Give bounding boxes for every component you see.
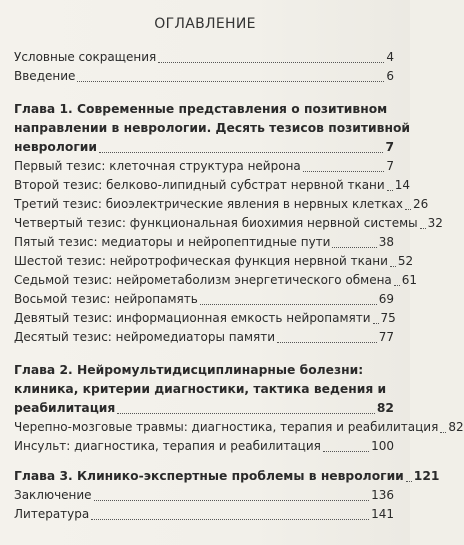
toc-entry-stroke[interactable] [14,437,394,456]
toc-entry-label: Введение [14,69,76,83]
toc-entry-label: Пятый тезис: медиаторы и нейропептидные пути [14,235,331,249]
toc-chapter-1[interactable] [14,100,411,157]
toc-entry-abbreviations[interactable] [14,48,394,67]
toc-entry-label: Третий тезис: биоэлектрические явления в нервных клетках [14,197,403,211]
leader-dots [99,152,383,153]
toc-entry-label: Седьмой тезис: нейрометаболизм энергетического обмена [14,273,392,287]
leader-dots [158,62,384,63]
leader-dots [94,500,370,501]
toc-entry-page: 100 [371,439,394,453]
toc-entry-page: 52 [397,254,414,268]
chapter-title-line: Глава 3. Клинико-экспертные проблемы в неврологии [14,469,404,483]
toc-entry-label: Заключение [14,488,92,502]
toc-entry-label: Условные сокращения [14,50,157,64]
toc-entry-label: Восьмой тезис: нейропамять [14,292,198,306]
chapter-title-line: направлении в неврологии. Десять тезисов позитивной [14,121,411,135]
chapter-title-line: реабилитация [14,401,116,415]
chapter-title-line: Глава 1. Современные представления о позитивном [14,102,388,116]
toc-entry-page: 26 [412,197,429,211]
toc-entry-page: 69 [378,292,394,306]
chapter-title-line: Глава 2. Нейромультидисциплинарные болезни: [14,363,364,377]
toc-entry-thesis-5[interactable] [14,233,394,252]
toc-entry-head-injuries[interactable] [14,418,464,437]
leader-dots [200,304,377,305]
leader-dots [387,190,393,191]
leader-dots [394,285,400,286]
toc-entry-thesis-9[interactable] [14,309,394,328]
chapter-title-line: неврологии [14,140,97,154]
toc-entry-page: 61 [401,273,418,287]
toc-entry-page: 4 [386,50,394,64]
toc-entry-thesis-2[interactable] [14,176,410,195]
toc-entry-page: 141 [371,507,394,521]
toc-entry-label: Второй тезис: белково-липидный субстрат нервной ткани [14,178,385,192]
toc-chapter-2[interactable] [14,361,394,418]
toc-entry-page: 77 [378,330,394,344]
toc-entry-thesis-1[interactable] [14,157,394,176]
leader-dots [406,481,412,482]
toc-entry-thesis-3[interactable] [14,195,429,214]
toc-entry-label: Четвертый тезис: функциональная биохимия нервной системы [14,216,418,230]
leader-dots [373,323,379,324]
table-of-contents [14,48,464,524]
leader-dots [332,247,376,248]
toc-entry-page: 82 [376,401,394,415]
toc-entry-thesis-10[interactable] [14,328,394,347]
toc-entry-literature[interactable] [14,505,394,524]
toc-entry-conclusion[interactable] [14,486,394,505]
leader-dots [117,413,375,414]
leader-dots [420,228,426,229]
toc-entry-label: Инсульт: диагностика, терапия и реабилитация [14,439,321,453]
leader-dots [91,519,369,520]
leader-dots [440,432,446,433]
toc-entry-page: 38 [378,235,394,249]
toc-entry-page: 82 [448,420,464,434]
toc-entry-page: 121 [413,469,440,483]
toc-entry-thesis-6[interactable] [14,252,414,271]
toc-entry-label: Литература [14,507,90,521]
chapter-title-line: клиника, критерии диагностики, тактика ведения и [14,382,387,396]
toc-entry-page: 7 [386,159,394,173]
toc-entry-page: 7 [385,140,394,154]
toc-entry-label: Черепно-мозговые травмы: диагностика, терапия и реабилитация [14,420,439,434]
toc-entry-thesis-7[interactable] [14,271,418,290]
toc-chapter-3[interactable] [14,467,440,486]
toc-entry-label: Девятый тезис: информационная емкость нейропамяти [14,311,371,325]
toc-entry-label: Первый тезис: клеточная структура нейрона [14,159,301,173]
toc-entry-page: 75 [380,311,396,325]
leader-dots [77,81,384,82]
toc-entry-thesis-4[interactable] [14,214,443,233]
toc-entry-label: Шестой тезис: нейротрофическая функция нервной ткани [14,254,388,268]
leader-dots [303,171,385,172]
toc-entry-page: 14 [394,178,410,192]
leader-dots [405,209,411,210]
toc-entry-label: Десятый тезис: нейромедиаторы памяти [14,330,276,344]
toc-entry-page: 6 [386,69,394,83]
toc-entry-page: 32 [427,216,443,230]
leader-dots [390,266,396,267]
toc-entry-introduction[interactable] [14,67,394,86]
page-title: ОГЛАВЛЕНИЕ [154,16,256,32]
toc-entry-thesis-8[interactable] [14,290,394,309]
leader-dots [277,342,377,343]
leader-dots [323,451,369,452]
toc-entry-page: 136 [371,488,394,502]
